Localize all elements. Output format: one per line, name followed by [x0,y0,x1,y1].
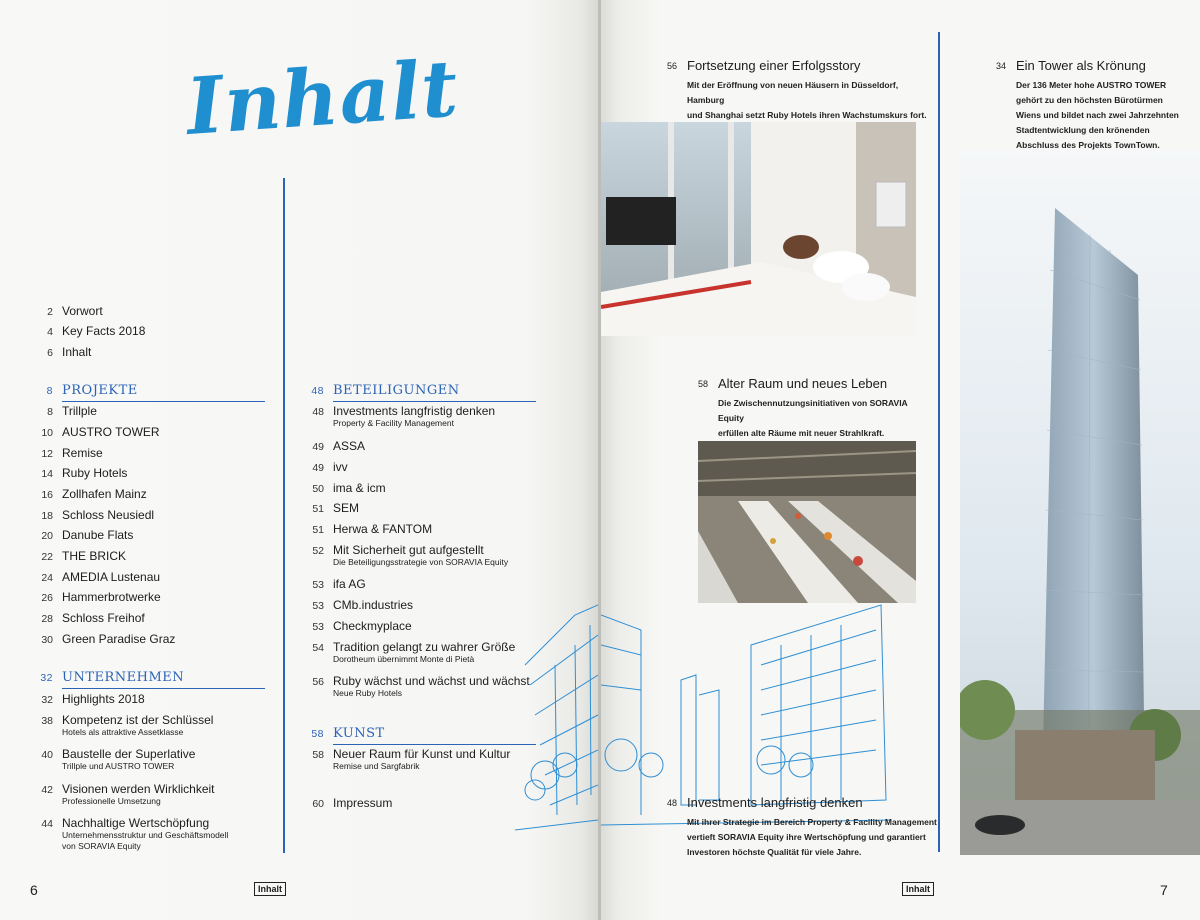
toc-entry[interactable]: 60 Impressum [312,796,393,810]
toc-entry[interactable]: 20 Danube Flats [41,528,134,542]
toc-entry[interactable]: 58 Neuer Raum für Kunst und Kultur Remise und Sargfabrik [312,747,511,771]
article-title[interactable]: 56 Fortsetzung einer Erfolgsstory [666,58,861,73]
toc-entry[interactable]: 49 ASSA [312,439,366,453]
section-heading-kunst: 58 KUNST [333,726,536,745]
toc-entry[interactable]: 53 ifa AG [312,577,366,591]
article-description: Mit ihrer Strategie im Bereich Property & Facility Management vertieft SORAVIA Equity ihre Wertschöpfung und garantiert Investoren höchste Qualität für viele Jahre. [687,817,937,857]
right-page [601,0,1200,920]
toc-entry[interactable]: 24 AMEDIA Lustenau [41,570,161,584]
toc-entry[interactable]: 48 Investments langfristig denken Property & Facility Management [312,404,496,428]
toc-entry[interactable]: 53 CMb.industries [312,598,414,612]
toc-entry[interactable]: 2 Vorwort [47,304,103,318]
article-description: Mit der Eröffnung von neuen Häusern in Düsseldorf, Hamburg und Shanghai setzt Ruby Hotels ihren Wachstumskurs fort. [687,80,927,120]
toc-entry[interactable]: 40 Baustelle der Superlative Trillple und AUSTRO TOWER [41,747,196,771]
toc-entry[interactable]: 52 Mit Sicherheit gut aufgestellt Die Beteiligungsstrategie von SORAVIA Equity [312,543,509,567]
event-hall-photo [698,441,916,603]
article-title[interactable]: 58 Alter Raum und neues Leben [697,376,888,391]
toc-entry[interactable]: 38 Kompetenz ist der Schlüssel Hotels als attraktive Assetklasse [41,713,214,737]
hotel-room-photo [601,122,916,336]
toc-entry[interactable]: 16 Zollhafen Mainz [41,487,147,501]
footer-section-label: Inhalt [902,882,934,896]
toc-entry[interactable]: 28 Schloss Freihof [41,611,145,625]
toc-entry[interactable]: 18 Schloss Neusiedl [41,508,155,522]
page-title: Inhalt [183,43,462,153]
toc-entry[interactable]: 56 Ruby wächst und wächst und wächst Neue Ruby Hotels [312,674,530,698]
toc-entry[interactable]: 22 THE BRICK [41,549,127,563]
toc-entry[interactable]: 14 Ruby Hotels [41,466,128,480]
toc-entry[interactable]: 4 Key Facts 2018 [47,324,146,338]
article-description: Der 136 Meter hohe AUSTRO TOWER gehört zu den höchsten Bürotürmen Wiens und bildet nach zwei Jahrzehnten Stadtentwicklung den krönenden Abschluss des Projekts TownTown. [1016,80,1179,150]
section-heading-unternehmen: 32 UNTERNEHMEN [62,670,265,689]
toc-entry[interactable]: 8 Trillple [47,404,97,418]
page-number-left: 6 [30,882,38,898]
right-divider-line [938,32,940,852]
toc-entry[interactable]: 6 Inhalt [47,345,92,359]
toc-entry[interactable]: 44 Nachhaltige Wertschöpfung Unternehmensstruktur und Geschäftsmodell von SORAVIA Equity [41,816,229,851]
toc-entry[interactable]: 51 Herwa & FANTOM [312,522,433,536]
section-heading-beteiligungen: 48 BETEILIGUNGEN [333,383,536,402]
toc-entry[interactable]: 32 Highlights 2018 [41,692,145,706]
article-description: Die Zwischennutzungsinitiativen von SORAVIA Equity erfüllen alte Räume mit neuer Strahlkraft. [718,398,908,438]
toc-entry[interactable]: 42 Visionen werden Wirklichkeit Professionelle Umsetzung [41,782,215,806]
toc-entry[interactable]: 51 SEM [312,501,360,515]
toc-entry[interactable]: 50 ima & icm [312,481,386,495]
toc-entry[interactable]: 54 Tradition gelangt zu wahrer Größe Dorotheum übernimmt Monte di Pietà [312,640,516,664]
city-sketch-illustration [515,575,598,855]
left-divider-line [283,178,285,853]
toc-entry[interactable]: 30 Green Paradise Graz [41,632,176,646]
toc-entry[interactable]: 12 Remise [41,446,103,460]
footer-section-label: Inhalt [254,882,286,896]
toc-entry[interactable]: 10 AUSTRO TOWER [41,425,160,439]
section-heading-projekte: 8 PROJEKTE [62,383,265,402]
austro-tower-photo [960,150,1200,855]
page-number-right: 7 [1160,882,1168,898]
article-title[interactable]: 34 Ein Tower als Krönung [995,58,1146,73]
toc-entry[interactable]: 26 Hammerbrotwerke [41,590,161,604]
toc-entry[interactable]: 53 Checkmyplace [312,619,412,633]
article-title[interactable]: 48 Investments langfristig denken [666,795,863,810]
toc-entry[interactable]: 49 ivv [312,460,348,474]
left-page [0,0,598,920]
